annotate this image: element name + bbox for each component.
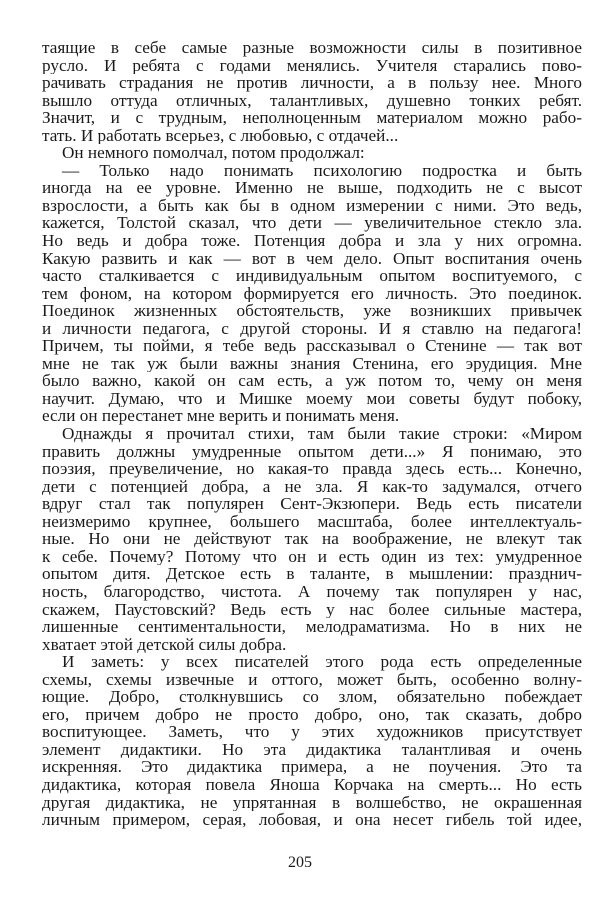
text-line: если он перестанет мне верить и понимать меня. <box>42 407 400 426</box>
text-line: таящие в себе самые разные возможности силы в позитивное <box>42 39 582 57</box>
text-line: Какую развить и как — вот в чем дело. Опыт воспитания очень <box>42 249 582 268</box>
text-line: дети с потенцией добра, а не зла. Я как-то задумался, отчего <box>42 477 582 496</box>
text-line: мне не так уж были важны знания Стенина, его эрудиция. Мне <box>42 354 582 373</box>
paragraph <box>42 39 582 144</box>
text-line: элемент дидактики. Но эта дидактика талантливая и очень <box>42 740 582 759</box>
text-line: дидактика, которая повела Яноша Корчака на смерть... Но есть <box>42 775 582 794</box>
text-line: ющие. Добро, столкнувшись со злом, обязательно побеждает <box>42 688 582 706</box>
text-line: поэзия, преувеличение, но какая-то правда здесь есть... Конечно, <box>42 460 582 478</box>
text-line: опытом дитя. Детское есть в таланте, в мышлении: празднич- <box>42 565 582 583</box>
text-line: ность, благородство, чистота. А почему так популярен у нас, <box>42 582 582 601</box>
text-line: часто сталкивается с индивидуальным опытом воспитуемого, с <box>42 267 582 285</box>
text-line: кажется, Толстой сказал, что дети — увеличительное стекло зла. <box>42 214 582 233</box>
text-line: другая дидактика, не упрятанная в волшебство, не окрашенная <box>42 793 582 812</box>
text-line: лишенные сентиментальности, мелодраматизма. Но в них не <box>42 618 582 636</box>
text-line: тем фоном, на котором формируется его личность. Это поединок. <box>42 284 582 303</box>
text-line: Однажды я прочитал стихи, там были такие строки: «Миром <box>62 425 582 443</box>
text-line: ные. Но они не действуют так на воображение, не влекут так <box>42 530 582 548</box>
text-line: неизмеримо крупнее, большего масштаба, более интеллектуаль- <box>42 512 582 531</box>
text-line: Причем, ты пойми, я тебе ведь рассказывал о Стенине — так вот <box>42 337 582 355</box>
text-line: русло. И ребята с годами менялись. Учителя старались пово- <box>42 56 582 75</box>
text-line: Значит, и с трудным, неполноценным материалом можно рабо- <box>42 109 582 127</box>
text-line: Он немного помолчал, потом продолжал: <box>62 144 365 162</box>
paragraph <box>42 144 582 162</box>
text-line: И заметь: у всех писателей этого рода есть определенные <box>62 653 582 671</box>
text-line: искренняя. Это дидактика примера, а не поучения. Это та <box>42 758 582 776</box>
text-line: вдруг стал так популярен Сент-Экзюпери. Ведь есть писатели <box>42 495 582 513</box>
text-line: взрослости, а быть как бы в одном измерении с ними. Это ведь, <box>42 196 582 215</box>
page-body-text <box>42 39 582 829</box>
text-line: Поединок жизненных обстоятельств, уже возникших привычек <box>42 302 582 320</box>
text-line: править должны умудренные опытом дети...» Я понимаю, это <box>42 442 582 461</box>
text-line: и личности педагога, с другой стороны. И я ставлю на педагога! <box>42 319 582 338</box>
text-line: Но ведь и добра тоже. Потенция добра и зла у них огромна. <box>42 232 582 250</box>
text-line: иногда на ее уровне. Именно не выше, подходить не с высот <box>42 179 582 197</box>
paragraph <box>42 162 582 425</box>
text-line: схемы, схемы извечные и оттого, может быть, особенно волну- <box>42 670 582 689</box>
text-line: рачивать страдания не против личности, а в пользу нее. Много <box>42 74 582 92</box>
text-line: тать. И работать всерьез, с любовью, с отдачей... <box>42 126 399 145</box>
text-line: воспитующее. Заметь, что у этих художников присутствует <box>42 723 582 741</box>
text-line: личным примером, серая, лобовая, и она несет гибель той идее, <box>42 811 582 829</box>
text-line: научит. Думаю, что и Мишке моему мои советы будут побоку, <box>42 389 582 408</box>
text-line: — Только надо понимать психологию подростка и быть <box>62 161 582 180</box>
text-line: было важно, какой он сам есть, а уж потом то, чему он меня <box>42 372 582 390</box>
text-line: хватает этой детской силы добра. <box>42 635 287 654</box>
text-line: скажем, Паустовский? Ведь есть у нас более сильные мастера, <box>42 600 582 619</box>
text-line: вышло оттуда отличных, талантливых, душевно тонких ребят. <box>42 91 582 110</box>
text-line: его, причем добро не просто добро, оно, так сказать, добро <box>42 705 582 724</box>
text-line: к себе. Почему? Потому что он и есть один из тех: умудренное <box>42 547 582 566</box>
paragraph <box>42 653 582 828</box>
page-number: 205 <box>288 854 312 871</box>
paragraph <box>42 425 582 653</box>
